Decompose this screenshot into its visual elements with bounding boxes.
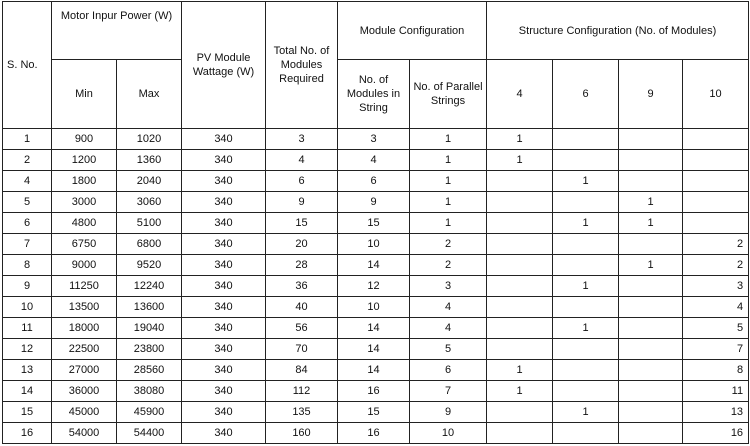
cell-structure-10: 11 — [683, 381, 749, 402]
cell-structure-10: 2 — [683, 234, 749, 255]
cell-structure-4 — [487, 213, 553, 234]
cell-total-modules: 84 — [266, 360, 338, 381]
cell-parallel-strings: 1 — [410, 129, 487, 150]
table-row — [3, 339, 749, 360]
cell-structure-9 — [619, 129, 683, 150]
cell-max: 54400 — [117, 423, 182, 444]
cell-structure-6 — [553, 234, 619, 255]
cell-structure-6 — [553, 192, 619, 213]
cell-parallel-strings: 10 — [410, 423, 487, 444]
cell-max: 38080 — [117, 381, 182, 402]
cell-structure-6 — [553, 339, 619, 360]
cell-pv-wattage: 340 — [182, 360, 266, 381]
cell-structure-10: 8 — [683, 360, 749, 381]
cell-total-modules: 28 — [266, 255, 338, 276]
cell-total-modules: 160 — [266, 423, 338, 444]
cell-structure-4 — [487, 192, 553, 213]
cell-min: 11250 — [52, 276, 117, 297]
cell-sno: 7 — [3, 234, 52, 255]
cell-max: 13600 — [117, 297, 182, 318]
table-body — [3, 129, 749, 444]
cell-min: 4800 — [52, 213, 117, 234]
cell-max: 6800 — [117, 234, 182, 255]
cell-structure-10 — [683, 150, 749, 171]
cell-modules-in-string: 10 — [338, 297, 410, 318]
cell-structure-10 — [683, 213, 749, 234]
cell-parallel-strings: 2 — [410, 234, 487, 255]
cell-min: 900 — [52, 129, 117, 150]
header-structure-10: 10 — [683, 60, 749, 129]
table-row — [3, 423, 749, 444]
header-modules-in-string: No. of Modules in String — [338, 60, 410, 129]
cell-structure-9 — [619, 360, 683, 381]
cell-total-modules: 36 — [266, 276, 338, 297]
cell-max: 19040 — [117, 318, 182, 339]
cell-parallel-strings: 9 — [410, 402, 487, 423]
cell-min: 3000 — [52, 192, 117, 213]
cell-structure-6 — [553, 360, 619, 381]
cell-min: 36000 — [52, 381, 117, 402]
cell-structure-6 — [553, 423, 619, 444]
header-structure-4: 4 — [487, 60, 553, 129]
cell-pv-wattage: 340 — [182, 297, 266, 318]
table-row — [3, 402, 749, 423]
cell-modules-in-string: 14 — [338, 255, 410, 276]
cell-total-modules: 15 — [266, 213, 338, 234]
cell-structure-6: 1 — [553, 402, 619, 423]
cell-min: 45000 — [52, 402, 117, 423]
cell-min: 1200 — [52, 150, 117, 171]
cell-structure-4 — [487, 276, 553, 297]
cell-modules-in-string: 15 — [338, 402, 410, 423]
cell-pv-wattage: 340 — [182, 255, 266, 276]
table-row — [3, 360, 749, 381]
pump-configuration-table — [2, 1, 749, 444]
table-row — [3, 150, 749, 171]
cell-modules-in-string: 12 — [338, 276, 410, 297]
cell-total-modules: 9 — [266, 192, 338, 213]
cell-sno: 11 — [3, 318, 52, 339]
cell-structure-6: 1 — [553, 318, 619, 339]
cell-modules-in-string: 16 — [338, 423, 410, 444]
cell-sno: 12 — [3, 339, 52, 360]
header-module-configuration: Module Configuration — [338, 2, 487, 60]
cell-structure-10 — [683, 192, 749, 213]
cell-total-modules: 3 — [266, 129, 338, 150]
cell-max: 1360 — [117, 150, 182, 171]
cell-total-modules: 70 — [266, 339, 338, 360]
cell-structure-4: 1 — [487, 129, 553, 150]
cell-modules-in-string: 14 — [338, 318, 410, 339]
cell-structure-6 — [553, 255, 619, 276]
cell-structure-6: 1 — [553, 276, 619, 297]
cell-max: 45900 — [117, 402, 182, 423]
cell-total-modules: 40 — [266, 297, 338, 318]
header-min: Min — [52, 60, 117, 129]
cell-structure-4 — [487, 297, 553, 318]
cell-structure-10: 4 — [683, 297, 749, 318]
table-row — [3, 192, 749, 213]
cell-structure-9 — [619, 339, 683, 360]
cell-total-modules: 20 — [266, 234, 338, 255]
cell-pv-wattage: 340 — [182, 171, 266, 192]
cell-sno: 10 — [3, 297, 52, 318]
cell-structure-6 — [553, 297, 619, 318]
cell-structure-10: 3 — [683, 276, 749, 297]
cell-modules-in-string: 3 — [338, 129, 410, 150]
cell-parallel-strings: 1 — [410, 213, 487, 234]
table-row — [3, 276, 749, 297]
cell-structure-9 — [619, 402, 683, 423]
cell-structure-10 — [683, 129, 749, 150]
cell-modules-in-string: 6 — [338, 171, 410, 192]
cell-structure-9: 1 — [619, 255, 683, 276]
cell-max: 28560 — [117, 360, 182, 381]
table-row — [3, 318, 749, 339]
header-total-modules: Total No. of Modules Required — [266, 2, 338, 129]
cell-modules-in-string: 15 — [338, 213, 410, 234]
cell-min: 9000 — [52, 255, 117, 276]
header-structure-9: 9 — [619, 60, 683, 129]
cell-pv-wattage: 340 — [182, 381, 266, 402]
cell-modules-in-string: 16 — [338, 381, 410, 402]
cell-modules-in-string: 10 — [338, 234, 410, 255]
cell-sno: 14 — [3, 381, 52, 402]
cell-sno: 15 — [3, 402, 52, 423]
table-row — [3, 297, 749, 318]
cell-structure-4 — [487, 255, 553, 276]
cell-parallel-strings: 6 — [410, 360, 487, 381]
cell-min: 13500 — [52, 297, 117, 318]
table-row — [3, 171, 749, 192]
cell-pv-wattage: 340 — [182, 150, 266, 171]
cell-sno: 8 — [3, 255, 52, 276]
header-parallel-strings: No. of Parallel Strings — [410, 60, 487, 129]
cell-sno: 9 — [3, 276, 52, 297]
cell-parallel-strings: 2 — [410, 255, 487, 276]
cell-structure-4 — [487, 402, 553, 423]
cell-structure-4 — [487, 171, 553, 192]
cell-structure-9 — [619, 150, 683, 171]
cell-max: 23800 — [117, 339, 182, 360]
cell-modules-in-string: 9 — [338, 192, 410, 213]
cell-pv-wattage: 340 — [182, 423, 266, 444]
table-row — [3, 213, 749, 234]
cell-parallel-strings: 1 — [410, 150, 487, 171]
cell-max: 9520 — [117, 255, 182, 276]
cell-sno: 1 — [3, 129, 52, 150]
cell-structure-4 — [487, 318, 553, 339]
cell-pv-wattage: 340 — [182, 129, 266, 150]
cell-structure-6: 1 — [553, 171, 619, 192]
cell-max: 2040 — [117, 171, 182, 192]
cell-structure-9 — [619, 171, 683, 192]
cell-total-modules: 135 — [266, 402, 338, 423]
cell-structure-4 — [487, 423, 553, 444]
cell-parallel-strings: 7 — [410, 381, 487, 402]
cell-parallel-strings: 1 — [410, 192, 487, 213]
cell-pv-wattage: 340 — [182, 192, 266, 213]
cell-structure-9: 1 — [619, 192, 683, 213]
cell-modules-in-string: 14 — [338, 360, 410, 381]
cell-parallel-strings: 4 — [410, 297, 487, 318]
cell-min: 54000 — [52, 423, 117, 444]
cell-structure-10 — [683, 171, 749, 192]
cell-max: 1020 — [117, 129, 182, 150]
cell-sno: 5 — [3, 192, 52, 213]
table-row — [3, 234, 749, 255]
cell-sno: 13 — [3, 360, 52, 381]
cell-structure-4: 1 — [487, 150, 553, 171]
cell-structure-4 — [487, 339, 553, 360]
cell-min: 27000 — [52, 360, 117, 381]
cell-pv-wattage: 340 — [182, 402, 266, 423]
cell-pv-wattage: 340 — [182, 339, 266, 360]
cell-structure-10: 13 — [683, 402, 749, 423]
cell-structure-10: 5 — [683, 318, 749, 339]
cell-structure-9 — [619, 318, 683, 339]
cell-parallel-strings: 3 — [410, 276, 487, 297]
header-sno: S. No. — [3, 2, 52, 129]
cell-structure-6 — [553, 381, 619, 402]
header-structure-6: 6 — [553, 60, 619, 129]
header-motor-power: Motor Inpur Power (W) — [52, 2, 182, 60]
cell-total-modules: 4 — [266, 150, 338, 171]
cell-min: 6750 — [52, 234, 117, 255]
cell-structure-9 — [619, 276, 683, 297]
header-max: Max — [117, 60, 182, 129]
cell-sno: 6 — [3, 213, 52, 234]
cell-total-modules: 112 — [266, 381, 338, 402]
header-structure-configuration: Structure Configuration (No. of Modules) — [487, 2, 749, 60]
cell-pv-wattage: 340 — [182, 213, 266, 234]
cell-structure-6 — [553, 150, 619, 171]
cell-modules-in-string: 14 — [338, 339, 410, 360]
cell-parallel-strings: 1 — [410, 171, 487, 192]
table-row — [3, 255, 749, 276]
cell-min: 18000 — [52, 318, 117, 339]
cell-sno: 16 — [3, 423, 52, 444]
cell-parallel-strings: 5 — [410, 339, 487, 360]
cell-min: 22500 — [52, 339, 117, 360]
cell-pv-wattage: 340 — [182, 276, 266, 297]
cell-structure-10: 2 — [683, 255, 749, 276]
cell-structure-10: 7 — [683, 339, 749, 360]
cell-structure-4: 1 — [487, 381, 553, 402]
cell-structure-9: 1 — [619, 213, 683, 234]
cell-sno: 4 — [3, 171, 52, 192]
cell-structure-9 — [619, 297, 683, 318]
cell-structure-9 — [619, 234, 683, 255]
cell-sno: 2 — [3, 150, 52, 171]
table-row — [3, 129, 749, 150]
cell-structure-9 — [619, 381, 683, 402]
cell-max: 3060 — [117, 192, 182, 213]
cell-modules-in-string: 4 — [338, 150, 410, 171]
cell-min: 1800 — [52, 171, 117, 192]
cell-structure-4 — [487, 234, 553, 255]
cell-structure-4: 1 — [487, 360, 553, 381]
cell-total-modules: 56 — [266, 318, 338, 339]
table-row — [3, 381, 749, 402]
cell-pv-wattage: 340 — [182, 234, 266, 255]
cell-structure-9 — [619, 423, 683, 444]
cell-max: 5100 — [117, 213, 182, 234]
cell-pv-wattage: 340 — [182, 318, 266, 339]
cell-parallel-strings: 4 — [410, 318, 487, 339]
cell-structure-6 — [553, 129, 619, 150]
cell-total-modules: 6 — [266, 171, 338, 192]
cell-max: 12240 — [117, 276, 182, 297]
cell-structure-10: 16 — [683, 423, 749, 444]
cell-structure-6: 1 — [553, 213, 619, 234]
header-pv-wattage: PV Module Wattage (W) — [182, 2, 266, 129]
